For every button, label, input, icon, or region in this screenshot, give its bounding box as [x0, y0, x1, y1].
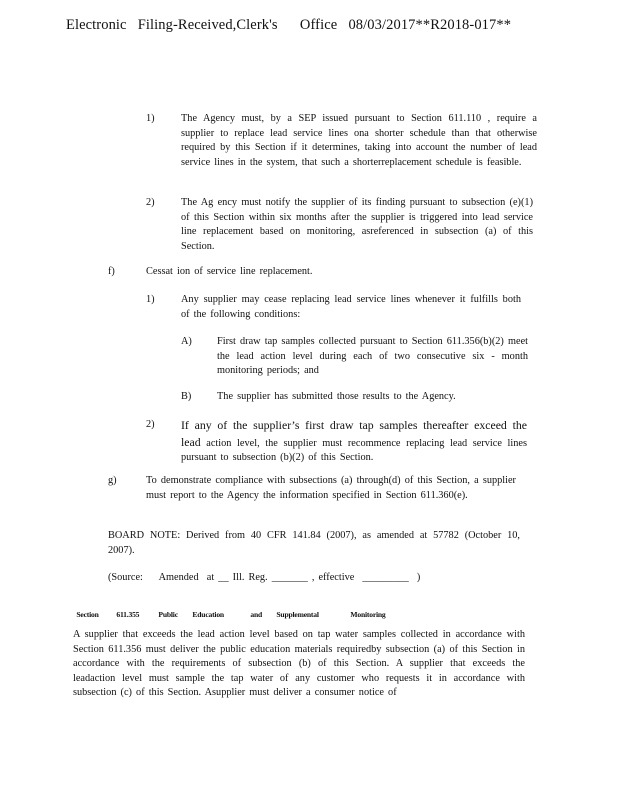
section-heading-word: 611.355	[116, 610, 140, 619]
item-fA-text: First draw tap samples collected pursuant to Section 611.356(b)(2) meet the lead action level during each of two consecutive six - month monitoring periods; and	[217, 336, 528, 376]
item-e2-number: 2)	[146, 197, 155, 208]
item-g-number: g)	[108, 475, 117, 486]
section-heading-word: Section	[76, 610, 99, 619]
section-heading-word: Public	[158, 610, 178, 619]
source-note: (Source: Amended at __ Ill. Reg. _______ , effective _________ )	[108, 572, 421, 583]
item-e1-text: The Agency must, by a SEP issued pursuant to Section 611.110 , require a supplier to replace lead service lines ona shorter schedule than that otherwise required by this Section if it determines, taking into account the number of lead service lines in the system, that such a shorterreplacement schedule is feasible.	[181, 113, 537, 168]
item-f2-lead: If any of the supplier’s first draw tap samples thereafter exceed the lead	[181, 418, 527, 449]
section-heading-word: and	[250, 610, 263, 619]
item-fA-number: A)	[181, 336, 192, 347]
item-fB-text: The supplier has submitted those results to the Agency.	[217, 391, 456, 402]
item-e1-number: 1)	[146, 113, 155, 124]
item-f2-rest: action level, the supplier must recommence replacing lead service lines pursuant to subsection (b)(2) of this Section.	[181, 437, 527, 463]
item-f-number: f)	[108, 266, 115, 277]
item-f2-text	[181, 418, 527, 466]
item-g-text: To demonstrate compliance with subsections (a) through(d) of this Section, a supplier must report to the Agency the information specified in Section 611.360(e).	[146, 475, 516, 501]
item-f2-number: 2)	[146, 419, 155, 430]
item-e2-text: The Ag ency must notify the supplier of its finding pursuant to subsection (e)(1) of this Section within six months after the supplier is triggered into lead service line replacement based on monitoring, asreferenced in subsection (a) of this Section.	[181, 197, 533, 252]
section-body: A supplier that exceeds the lead action level based on tap water samples collected in accordance with Section 611.356 must deliver the public education materials requiredby subsection (a) of this Section in accordance with the requirements of subsection (b) of this Section. A supplier that exceeds the leadaction level must sample the tap water of any customer who requests it in accordance with subsection (c) of this Section. Asupplier must deliver a consumer notice of	[73, 629, 525, 698]
filing-header: Electronic Filing-Received,Clerk's Office 08/03/2017**R2018-017**	[66, 17, 512, 33]
section-heading-word: Education	[192, 610, 224, 619]
item-f1-number: 1)	[146, 294, 155, 305]
board-note: BOARD NOTE: Derived from 40 CFR 141.84 (2007), as amended at 57782 (October 10, 2007).	[108, 530, 520, 556]
section-heading-word: Supplemental	[276, 610, 319, 619]
section-heading-word: Monitoring	[350, 610, 386, 619]
section-heading	[73, 601, 386, 619]
item-fB-number: B)	[181, 391, 192, 402]
item-f1-text: Any supplier may cease replacing lead service lines whenever it fulfills both of the following conditions:	[181, 294, 521, 320]
item-f-text: Cessat ion of service line replacement.	[146, 266, 313, 277]
